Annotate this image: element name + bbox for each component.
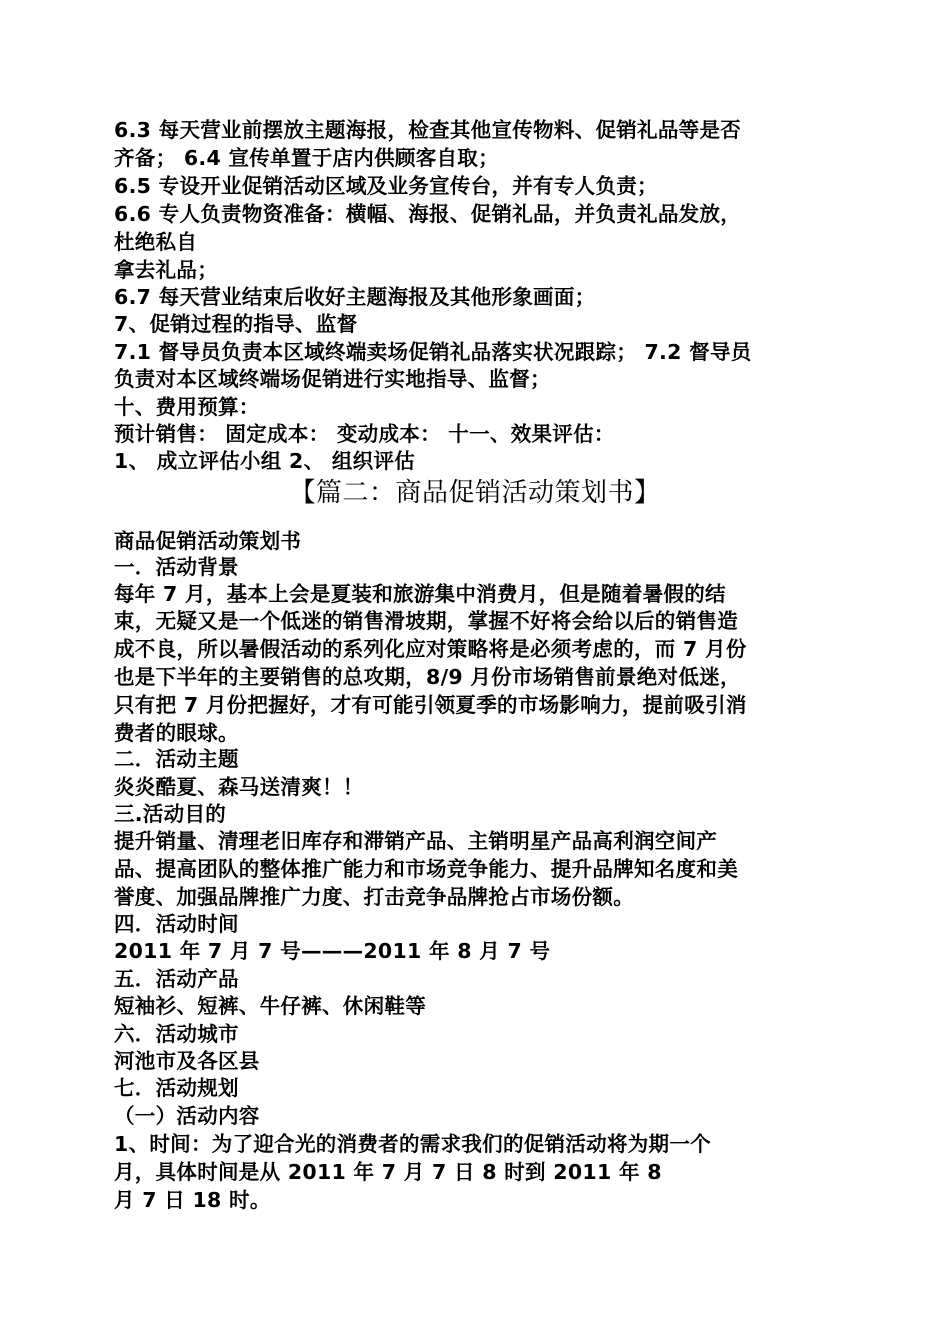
paragraph-line: 短袖衫、短裤、牛仔裤、休闲鞋等 <box>114 994 426 1018</box>
section-heading: 六．活动城市 <box>114 1022 239 1046</box>
section-heading: 7、促销过程的指导、监督 <box>114 312 358 336</box>
text-line: 6.7 每天营业结束后收好主题海报及其他形象画面； <box>114 285 596 309</box>
paragraph-line: 2011 年 7 月 7 号———2011 年 8 月 7 号 <box>114 939 551 963</box>
section-heading: 二．活动主题 <box>114 747 239 771</box>
text-line: 齐备； 6.4 宣传单置于店内供顾客自取； <box>114 146 499 170</box>
document-title: 商品促销活动策划书 <box>114 529 302 553</box>
paragraph-line: 誉度、加强品牌推广力度、打击竞争品牌抢占市场份额。 <box>114 885 634 909</box>
section-heading: 三.活动目的 <box>114 802 227 826</box>
subsection-heading: （一）活动内容 <box>114 1104 260 1128</box>
section-heading: 一．活动背景 <box>114 555 239 579</box>
paragraph-line: 每年 7 月，基本上会是夏装和旅游集中消费月，但是随着暑假的结 <box>114 582 726 606</box>
text-line: 杜绝私自 <box>114 230 198 254</box>
paragraph-line: 月，具体时间是从 2011 年 7 月 7 日 8 时到 2011 年 8 <box>114 1160 662 1184</box>
section-heading: 五．活动产品 <box>114 967 239 991</box>
section-heading: 四．活动时间 <box>114 912 239 936</box>
paragraph-line: 炎炎酷夏、森马送清爽！！ <box>114 775 364 799</box>
section-heading: 十、费用预算： <box>114 395 260 419</box>
text-line: 1、 成立评估小组 2、 组织评估 <box>114 449 416 473</box>
paragraph-line: 月 7 日 18 时。 <box>114 1188 271 1212</box>
paragraph-line: 河池市及各区县 <box>114 1049 260 1073</box>
paragraph-line: 品、提高团队的整体推广能力和市场竞争能力、提升品牌知名度和美 <box>114 857 738 881</box>
paragraph-line: 费者的眼球。 <box>114 721 239 745</box>
text-line: 负责对本区域终端场促销进行实地指导、监督； <box>114 367 551 391</box>
text-line: 预计销售： 固定成本： 变动成本： 十一、效果评估： <box>114 422 615 446</box>
paragraph-line: 1、时间：为了迎合光的消费者的需求我们的促销活动将为期一个 <box>114 1132 711 1156</box>
text-line: 6.3 每天营业前摆放主题海报，检查其他宣传物料、促销礼品等是否 <box>114 118 742 142</box>
paragraph-line: 只有把 7 月份把握好，才有可能引领夏季的市场影响力，提前吸引消 <box>114 693 747 717</box>
text-line: 6.5 专设开业促销活动区域及业务宣传台，并有专人负责； <box>114 174 658 198</box>
text-line: 6.6 专人负责物资准备：横幅、海报、促销礼品，并负责礼品发放， <box>114 202 742 226</box>
section-heading: 七．活动规划 <box>114 1076 239 1100</box>
paragraph-line: 也是下半年的主要销售的总攻期，8/9 月份市场销售前景绝对低迷， <box>114 665 741 689</box>
paragraph-line: 提升销量、清理老旧库存和滞销产品、主销明星产品高利润空间产 <box>114 829 718 853</box>
paragraph-line: 束，无疑又是一个低迷的销售滑坡期，掌握不好将会给以后的销售造 <box>114 609 738 633</box>
paragraph-line: 成不良，所以暑假活动的系列化应对策略将是必须考虑的，而 7 月份 <box>114 637 747 661</box>
part-two-heading: 【篇二：商品促销活动策划书】 <box>289 478 661 508</box>
text-line: 7.1 督导员负责本区域终端卖场促销礼品落实状况跟踪； 7.2 督导员 <box>114 340 752 364</box>
text-line: 拿去礼品； <box>114 258 218 282</box>
